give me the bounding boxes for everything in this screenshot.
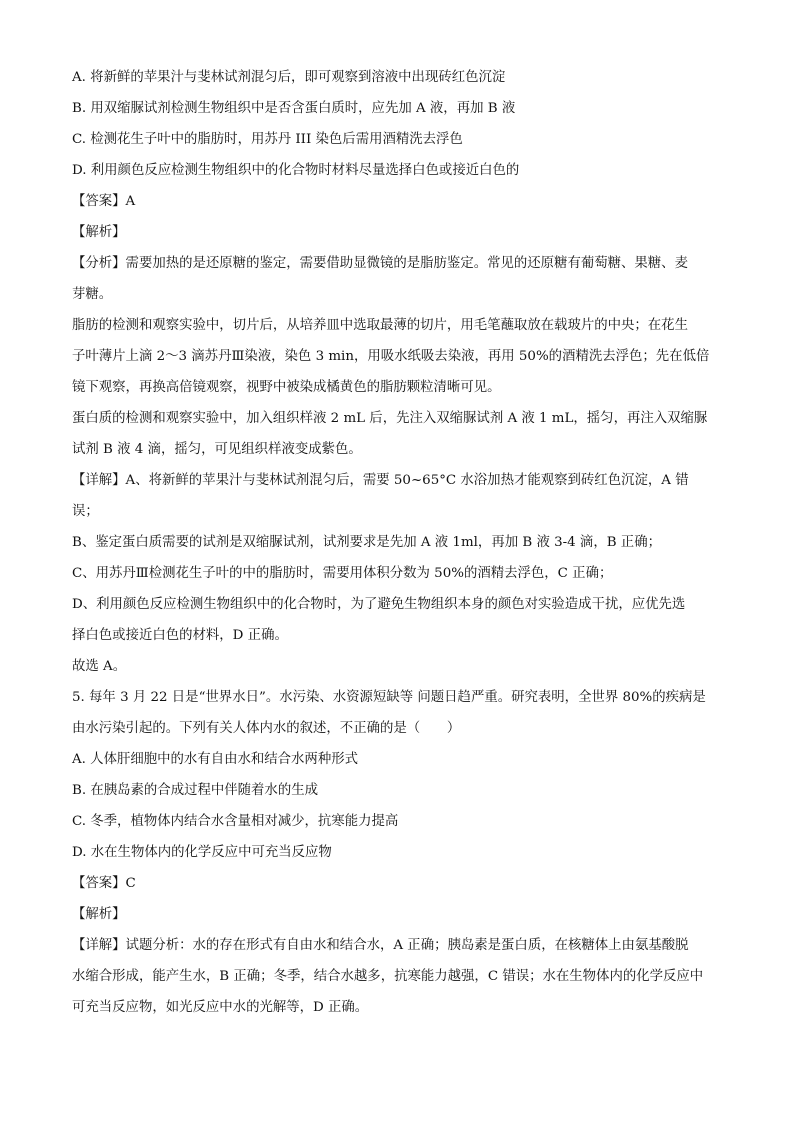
q4-detail-a-line2: 误； — [72, 503, 99, 519]
q5-option-b: B. 在胰岛素的合成过程中伴随着水的生成 — [72, 782, 318, 798]
q4-fat-line1: 脂肪的检测和观察实验中，切片后，从培养皿中选取最薄的切片，用毛笔蘸取放在载玻片的中央；在花生 — [72, 317, 688, 333]
q5-detail-line1: 【详解】试题分析：水的存在形式有自由水和结合水，A 正确；胰岛素是蛋白质，在核糖体上由氨基酸脱 — [72, 937, 689, 953]
q5-answer: 【答案】C — [72, 875, 136, 891]
q4-option-c: C. 检测花生子叶中的脂肪时，用苏丹 III 染色后需用酒精洗去浮色 — [72, 131, 463, 147]
q4-fenxi-line2: 芽糖。 — [72, 286, 113, 302]
q5-option-a: A. 人体肝细胞中的水有自由水和结合水两种形式 — [72, 751, 358, 767]
q4-option-b: B. 用双缩脲试剂检测生物组织中是否含蛋白质时，应先加 A 液，再加 B 液 — [72, 100, 516, 116]
q5-detail-line3: 可充当反应物，如光反应中水的光解等，D 正确。 — [72, 999, 369, 1015]
q5-option-c: C. 冬季，植物体内结合水含量相对减少，抗寒能力提高 — [72, 813, 399, 829]
q4-option-a: A. 将新鲜的苹果汁与斐林试剂混匀后，即可观察到溶液中出现砖红色沉淀 — [72, 69, 506, 85]
q4-protein-line1: 蛋白质的检测和观察实验中，加入组织样液 2 mL 后，先注入双缩脲试剂 A 液 1 mL，摇匀，再注入双缩脲 — [72, 410, 708, 426]
q4-detail-c: C、用苏丹Ⅲ检测花生子叶的中的脂肪时，需要用体积分数为 50%的酒精去浮色，C 正确； — [72, 565, 613, 581]
q4-detail-b: B、鉴定蛋白质需要的试剂是双缩脲试剂，试剂要求是先加 A 液 1ml，再加 B 液 3-4 滴，B 正确； — [72, 534, 661, 550]
q4-detail-d-line1: D、利用颜色反应检测生物组织中的化合物时，为了避免生物组织本身的颜色对实验造成干扰，应优先选 — [72, 596, 686, 612]
q4-choose: 故选 A。 — [72, 658, 127, 674]
q4-detail-d-line2: 择白色或接近白色的材料，D 正确。 — [72, 627, 288, 643]
q4-protein-line2: 试剂 B 液 4 滴，摇匀，可见组织样液变成紫色。 — [72, 441, 362, 457]
document-page — [72, 62, 732, 1023]
q5-option-d: D. 水在生物体内的化学反应中可充当反应物 — [72, 844, 332, 860]
q4-analysis-label: 【解析】 — [72, 224, 126, 240]
q4-fat-line3: 镜下观察，再换高倍镜观察，视野中被染成橘黄色的脂肪颗粒清晰可见。 — [72, 379, 501, 395]
q5-stem-line2: 由水污染引起的。下列有关人体内水的叙述，不正确的是（ ） — [72, 720, 461, 736]
q4-fenxi-line1: 【分析】需要加热的是还原糖的鉴定，需要借助显微镜的是脂肪鉴定。常见的还原糖有葡萄糖、果糖、麦 — [72, 255, 688, 271]
q5-detail-line2: 水缩合形成，能产生水，B 正确；冬季，结合水越多，抗寒能力越强，C 错误；水在生物体内的化学反应中 — [72, 968, 704, 984]
q4-fat-line2: 子叶薄片上滴 2～3 滴苏丹Ⅲ染液，染色 3 min，用吸水纸吸去染液，再用 50%的酒精洗去浮色；先在低倍 — [72, 348, 710, 364]
q4-option-d: D. 利用颜色反应检测生物组织中的化合物时材料尽量选择白色或接近白色的 — [72, 162, 520, 178]
q4-detail-a-line1: 【详解】A、将新鲜的苹果汁与斐林试剂混匀后，需要 50~65°C 水浴加热才能观察到砖红色沉淀，A 错 — [72, 472, 689, 488]
q5-analysis-label: 【解析】 — [72, 906, 126, 922]
q4-answer: 【答案】A — [72, 193, 136, 209]
q5-stem-line1: 5. 每年 3 月 22 日是“世界水日”。水污染、水资源短缺等 问题日趋严重。研究表明，全世界 80%的疾病是 — [72, 689, 706, 705]
